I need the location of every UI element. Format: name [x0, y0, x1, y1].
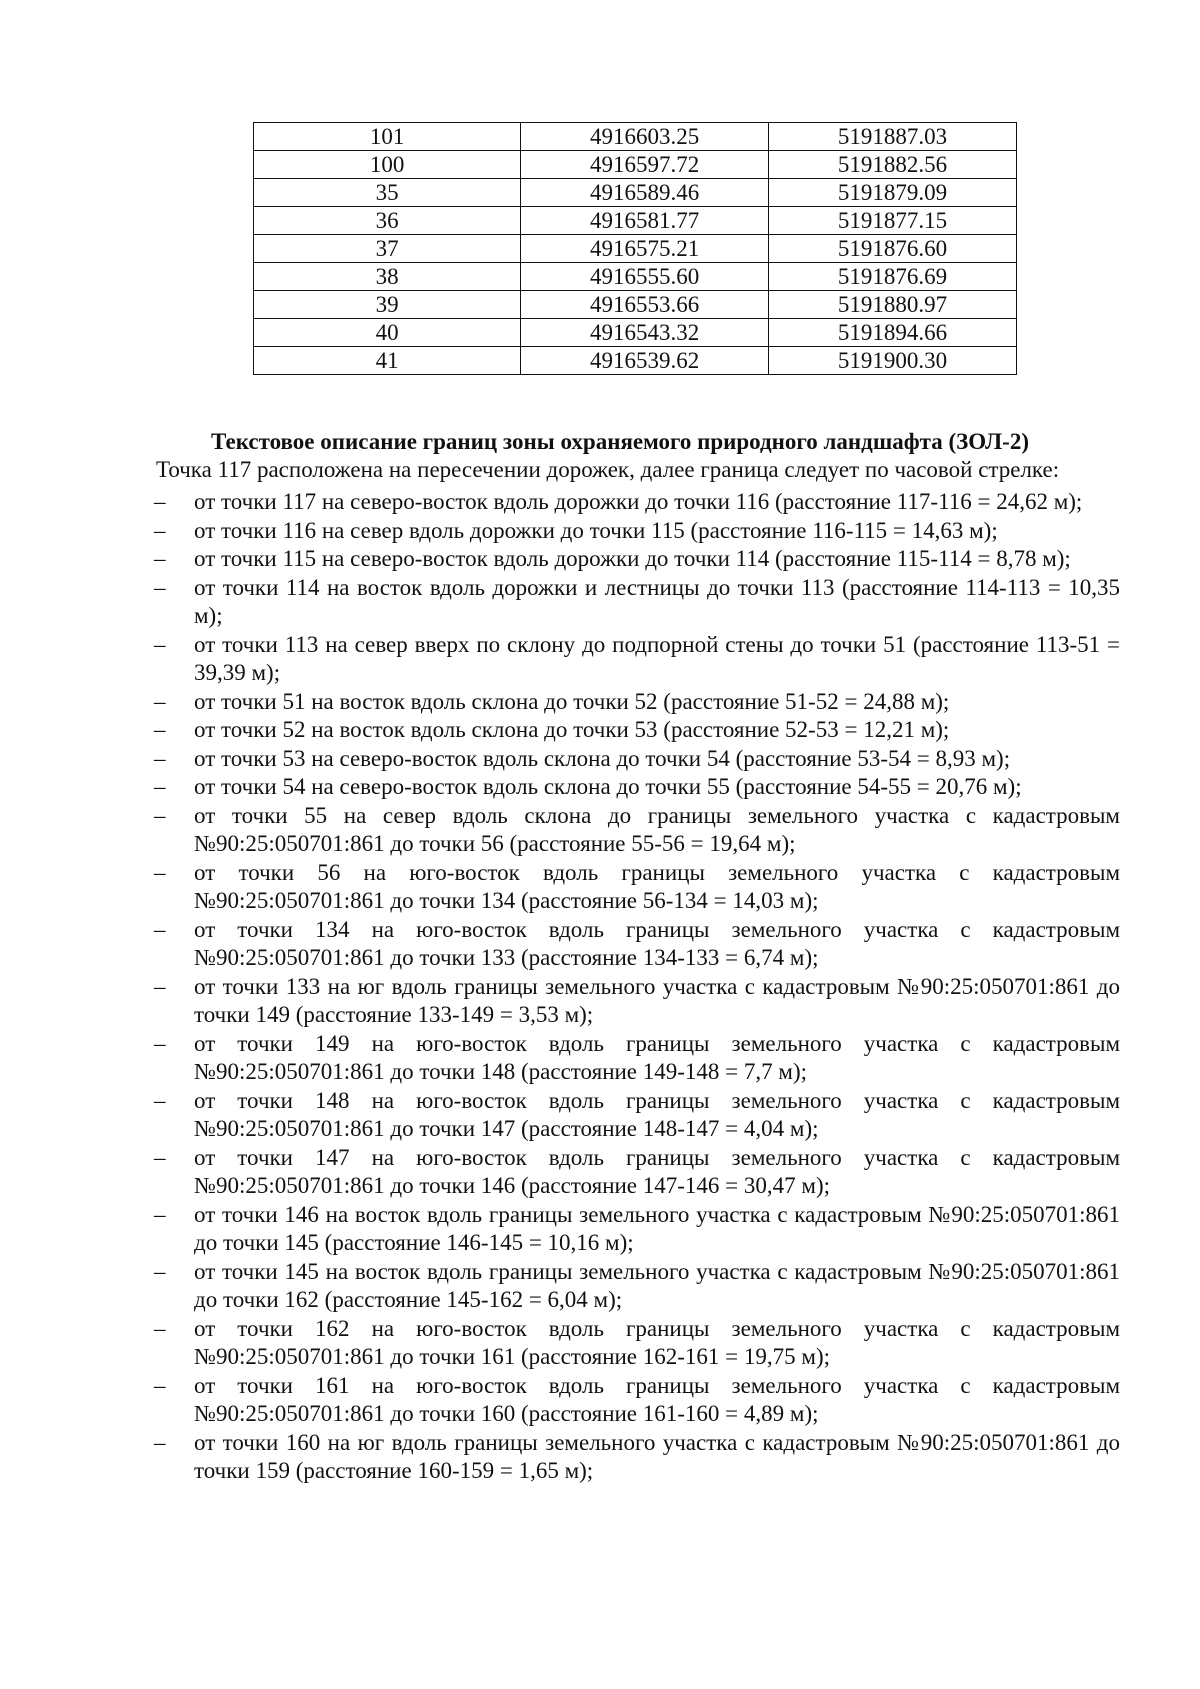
list-item-text: от точки 161 на юго-восток вдоль границы земельного участка с кадастровым №90:25:050701:861 до точки 160 (расстояние 161-160 = 4,89 м);	[194, 1372, 1120, 1426]
list-item-text: от точки 54 на северо-восток вдоль склона до точки 55 (расстояние 54-55 = 20,76 м);	[194, 774, 1022, 799]
list-dash: –	[154, 1429, 166, 1455]
list-item	[150, 574, 1120, 631]
list-dash: –	[154, 1087, 166, 1113]
point-number-cell: 39	[254, 291, 521, 319]
y-coordinate-cell: 5191900.30	[769, 347, 1017, 375]
list-item-text: от точки 113 на север вверх по склону до подпорной стены до точки 51 (расстояние 113-51 = 39,39 м);	[194, 631, 1120, 685]
list-item	[150, 517, 1120, 546]
y-coordinate-cell: 5191879.09	[769, 179, 1017, 207]
x-coordinate-cell: 4916539.62	[521, 347, 769, 375]
list-item	[150, 1201, 1120, 1258]
list-dash: –	[154, 574, 166, 600]
list-item-text: от точки 116 на север вдоль дорожки до точки 115 (расстояние 116-115 = 14,63 м);	[194, 517, 998, 543]
list-dash: –	[154, 973, 166, 999]
table-row	[254, 179, 1017, 207]
table-row	[254, 263, 1017, 291]
table-row	[254, 291, 1017, 319]
list-item-text: от точки 160 на юг вдоль границы земельного участка с кадастровым №90:25:050701:861 до точки 159 (расстояние 160-159 = 1,65 м);	[194, 1429, 1120, 1483]
list-item	[150, 631, 1120, 688]
x-coordinate-cell: 4916553.66	[521, 291, 769, 319]
list-dash: –	[154, 1201, 166, 1227]
point-number-cell: 100	[254, 151, 521, 179]
list-item	[150, 1372, 1120, 1429]
list-item	[150, 973, 1120, 1030]
table-row	[254, 151, 1017, 179]
x-coordinate-cell: 4916575.21	[521, 235, 769, 263]
list-item-text: от точки 53 на северо-восток вдоль склона до точки 54 (расстояние 53-54 = 8,93 м);	[194, 745, 1011, 771]
section-title: Текстовое описание границ зоны охраняемого природного ландшафта (ЗОЛ-2)	[211, 429, 1029, 454]
x-coordinate-cell: 4916597.72	[521, 151, 769, 179]
list-dash: –	[154, 717, 166, 742]
list-item-text: от точки 148 на юго-восток вдоль границы земельного участка с кадастровым №90:25:050701:861 до точки 147 (расстояние 148-147 = 4,04 м);	[194, 1087, 1120, 1141]
y-coordinate-cell: 5191882.56	[769, 151, 1017, 179]
list-item-text: от точки 145 на восток вдоль границы земельного участка с кадастровым №90:25:050701:861 до точки 162 (расстояние 145-162 = 6,04 м);	[194, 1258, 1120, 1312]
y-coordinate-cell: 5191876.69	[769, 263, 1017, 291]
list-item-text: от точки 149 на юго-восток вдоль границы земельного участка с кадастровым №90:25:050701:861 до точки 148 (расстояние 149-148 = 7,7 м);	[194, 1030, 1120, 1084]
list-item-text: от точки 133 на юг вдоль границы земельного участка с кадастровым №90:25:050701:861 до точки 149 (расстояние 133-149 = 3,53 м);	[194, 973, 1120, 1027]
x-coordinate-cell: 4916581.77	[521, 207, 769, 235]
list-item-text: от точки 52 на восток вдоль склона до точки 53 (расстояние 52-53 = 12,21 м);	[194, 717, 950, 742]
coordinate-table	[253, 122, 1017, 375]
list-dash: –	[154, 1372, 166, 1398]
list-dash: –	[154, 631, 166, 657]
list-item-text: от точки 56 на юго-восток вдоль границы земельного участка с кадастровым №90:25:050701:861 до точки 134 (расстояние 56-134 = 14,03 м);	[194, 859, 1120, 913]
table-row	[254, 319, 1017, 347]
list-item	[150, 745, 1120, 774]
list-item-text: от точки 117 на северо-восток вдоль дорожки до точки 116 (расстояние 117-116 = 24,62 м);	[194, 489, 1083, 514]
boundary-description-list	[150, 488, 1120, 1486]
list-item	[150, 1144, 1120, 1201]
list-item	[150, 1087, 1120, 1144]
list-item-text: от точки 51 на восток вдоль склона до точки 52 (расстояние 51-52 = 24,88 м);	[194, 688, 950, 714]
list-item	[150, 488, 1120, 517]
list-item	[150, 1258, 1120, 1315]
list-dash: –	[154, 745, 166, 771]
list-dash: –	[154, 859, 166, 885]
list-item-text: от точки 134 на юго-восток вдоль границы земельного участка с кадастровым №90:25:050701:861 до точки 133 (расстояние 134-133 = 6,74 м);	[194, 916, 1120, 970]
list-dash: –	[154, 517, 166, 543]
list-item	[150, 1429, 1120, 1486]
list-item	[150, 916, 1120, 973]
list-dash: –	[154, 546, 166, 571]
list-item	[150, 802, 1120, 859]
x-coordinate-cell: 4916589.46	[521, 179, 769, 207]
y-coordinate-cell: 5191887.03	[769, 123, 1017, 151]
point-number-cell: 35	[254, 179, 521, 207]
list-dash: –	[154, 489, 166, 514]
list-item	[150, 545, 1120, 574]
point-number-cell: 41	[254, 347, 521, 375]
list-item-text: от точки 55 на север вдоль склона до границы земельного участка с кадастровым №90:25:050701:861 до точки 56 (расстояние 55-56 = 19,64 м);	[194, 802, 1120, 856]
point-number-cell: 38	[254, 263, 521, 291]
list-item	[150, 1315, 1120, 1372]
table-row	[254, 123, 1017, 151]
y-coordinate-cell: 5191880.97	[769, 291, 1017, 319]
section-intro: Точка 117 расположена на пересечении дорожек, далее граница следует по часовой стрелке:	[156, 457, 1060, 482]
point-number-cell: 40	[254, 319, 521, 347]
list-dash: –	[154, 1144, 166, 1170]
coordinate-table-body	[254, 123, 1017, 375]
point-number-cell: 36	[254, 207, 521, 235]
list-dash: –	[154, 1315, 166, 1341]
list-item-text: от точки 162 на юго-восток вдоль границы земельного участка с кадастровым №90:25:050701:861 до точки 161 (расстояние 162-161 = 19,75 м);	[194, 1315, 1120, 1369]
table-row	[254, 347, 1017, 375]
y-coordinate-cell: 5191876.60	[769, 235, 1017, 263]
list-dash: –	[154, 1030, 166, 1056]
list-item-text: от точки 146 на восток вдоль границы земельного участка с кадастровым №90:25:050701:861 до точки 145 (расстояние 146-145 = 10,16 м);	[194, 1201, 1120, 1255]
point-number-cell: 101	[254, 123, 521, 151]
list-item-text: от точки 114 на восток вдоль дорожки и лестницы до точки 113 (расстояние 114-113 = 10,35 м);	[194, 574, 1120, 628]
point-number-cell: 37	[254, 235, 521, 263]
list-dash: –	[154, 1258, 166, 1284]
list-item	[150, 688, 1120, 717]
list-item-text: от точки 115 на северо-восток вдоль дорожки до точки 114 (расстояние 115-114 = 8,78 м);	[194, 546, 1071, 571]
x-coordinate-cell: 4916543.32	[521, 319, 769, 347]
y-coordinate-cell: 5191894.66	[769, 319, 1017, 347]
list-item	[150, 773, 1120, 802]
list-dash: –	[154, 916, 166, 942]
x-coordinate-cell: 4916555.60	[521, 263, 769, 291]
x-coordinate-cell: 4916603.25	[521, 123, 769, 151]
table-row	[254, 207, 1017, 235]
list-dash: –	[154, 774, 166, 799]
list-dash: –	[154, 688, 166, 714]
list-dash: –	[154, 802, 166, 828]
table-row	[254, 235, 1017, 263]
list-item	[150, 859, 1120, 916]
list-item-text: от точки 147 на юго-восток вдоль границы земельного участка с кадастровым №90:25:050701:861 до точки 146 (расстояние 147-146 = 30,47 м);	[194, 1144, 1120, 1198]
list-item	[150, 1030, 1120, 1087]
y-coordinate-cell: 5191877.15	[769, 207, 1017, 235]
list-item	[150, 716, 1120, 745]
